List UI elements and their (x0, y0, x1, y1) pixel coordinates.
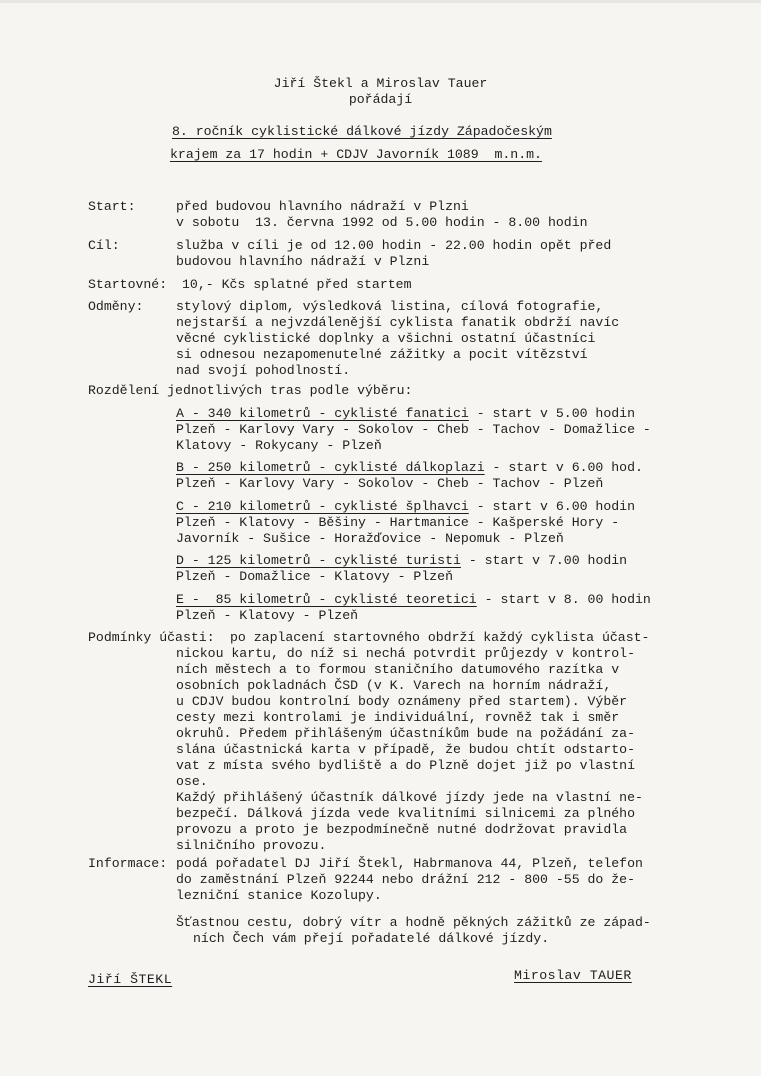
podminky-line-10: Každý přihlášený účastník dálkové jízdy jede na vlastní ne- (176, 790, 643, 805)
podminky-label: Podmínky účasti: (88, 630, 215, 645)
route-c-line-1: Plzeň - Klatovy - Běšiny - Hartmanice - Kašperské Hory - (176, 515, 620, 530)
rozdeleni-label: Rozdělení jednotlivých tras podle výběru: (88, 383, 413, 398)
podminky-line-8: vat z místa svého bydliště a do Plzně dojet již po vlastní (176, 758, 635, 773)
route-c-title: C - 210 kilometrů - cyklisté šplhavci (176, 499, 469, 514)
cil-label: Cíl: (88, 238, 120, 253)
scan-top-edge (0, 0, 761, 3)
podminky-line-7: slána účastnická karta v případě, že budou chtít odstarto- (176, 742, 635, 757)
route-d-start: - start v 7.00 hodin (460, 553, 628, 568)
organizers: Jiří Štekl a Miroslav Tauer (273, 76, 488, 91)
route-d-heading (176, 553, 627, 569)
informace-line-3: lezniční stanice Kozolupy. (176, 888, 382, 903)
route-a-line-2: Klatovy - Rokycany - Plzeň (176, 438, 382, 453)
odmeny-line-4: si odnesou nezapomenutelné zážitky a pocit vítězství (176, 347, 588, 362)
cil-line-2: budovou hlavního nádraží v Plzni (176, 254, 430, 269)
odmeny-line-1: stylový diplom, výsledková listina, cílová fotografie, (176, 299, 604, 314)
informace-line-2: do zaměstnání Plzeň 92244 nebo drážní 212 - 800 -55 do že- (176, 872, 635, 887)
podminky-line-11: bezpečí. Dálková jízda vede kvalitními silnicemi za plného (176, 806, 635, 821)
route-a-title: A - 340 kilometrů - cyklisté fanatici (176, 406, 469, 421)
closing-line-1: Šťastnou cestu, dobrý vítr a hodně pěkných zážitků ze západ- (176, 915, 651, 930)
route-d-title: D - 125 kilometrů - cyklisté turisti (176, 553, 461, 568)
cil-line-1: služba v cíli je od 12.00 hodin - 22.00 hodin opět před (176, 238, 612, 253)
odmeny-line-3: věcné cyklistické doplnky a všichni ostatní účastníci (176, 331, 596, 346)
informace-label: Informace: (88, 856, 168, 871)
odmeny-line-2: nejstarší a nejvzdálenější cyklista fanatik obdrží navíc (176, 315, 620, 330)
route-b-start: - start v 6.00 hod. (484, 460, 643, 475)
podminky-line-5: cesty mezi kontrolami je individuální, rovněž tak i směr (176, 710, 620, 725)
route-c-line-2: Javorník - Sušice - Horažďovice - Nepomuk - Plzeň (176, 531, 564, 546)
signature-left: Jiří ŠTEKL (88, 972, 173, 987)
podminky-line-2: ních městech a to formou staničního datumového razítka v (176, 662, 620, 677)
route-b-title: B - 250 kilometrů - cyklisté dálkoplazi (176, 460, 485, 475)
route-e-title: E - 85 kilometrů - cyklisté teoretici (176, 592, 477, 607)
podminky-line-9: ose. (176, 774, 208, 789)
start-line-2: v sobotu 13. června 1992 od 5.00 hodin - 8.00 hodin (176, 215, 588, 230)
podminky-line-1: nickou kartu, do níž si nechá potvrdit průjezdy v kontrol- (176, 646, 635, 661)
podminky-line-6: okruhů. Předem přihlášeným účastníkům bude na požádání za- (176, 726, 635, 741)
organizers-verb: pořádají (348, 92, 413, 107)
route-e-heading (176, 592, 651, 608)
signature-right: Miroslav TAUER (514, 968, 632, 983)
route-c-start: - start v 6.00 hodin (468, 499, 636, 514)
route-a-line-1: Plzeň - Karlovy Vary - Sokolov - Cheb - Tachov - Domažlice - (176, 422, 651, 437)
start-label: Start: (88, 199, 136, 214)
podminky-first-line: po zaplacení startovného obdrží každý cyklista účast- (230, 630, 650, 645)
closing-line-2: ních Čech vám přejí pořadatelé dálkové jízdy. (193, 931, 550, 946)
route-c-heading (176, 499, 635, 515)
route-d-line-1: Plzeň - Domažlice - Klatovy - Plzeň (176, 569, 453, 584)
title-line-1: 8. ročník cyklistické dálkové jízdy Západočeským (172, 124, 552, 139)
startovne-text: 10,- Kčs splatné před startem (182, 277, 412, 292)
route-a-heading (176, 406, 635, 422)
informace-line-1: podá pořadatel DJ Jiří Štekl, Habrmanova 44, Plzeň, telefon (176, 856, 643, 871)
podminky-line-12: provozu a proto je bezpodmínečně nutné dodržovat pravidla (176, 822, 628, 837)
route-b-heading (176, 460, 643, 476)
route-b-line-1: Plzeň - Karlovy Vary - Sokolov - Cheb - Tachov - Plzeň (176, 476, 604, 491)
route-e-line-1: Plzeň - Klatovy - Plzeň (176, 608, 359, 623)
podminky-line-4: u CDJV budou kontrolní body oznámeny před startem). Výběr (176, 694, 628, 709)
title-line-2: krajem za 17 hodin + CDJV Javorník 1089 m.n.m. (170, 147, 542, 162)
route-e-start: - start v 8. 00 hodin (476, 592, 651, 607)
podminky-line-13: silničního provozu. (176, 838, 327, 853)
startovne-label: Startovné: (88, 277, 168, 292)
odmeny-label: Odměny: (88, 299, 144, 314)
start-line-1: před budovou hlavního nádraží v Plzni (176, 199, 469, 214)
odmeny-line-5: nad svojí pohodlností. (176, 363, 351, 378)
route-a-start: - start v 5.00 hodin (468, 406, 636, 421)
podminky-line-3: osobních pokladnách ČSD (v K. Varech na horním nádraží, (176, 678, 612, 693)
